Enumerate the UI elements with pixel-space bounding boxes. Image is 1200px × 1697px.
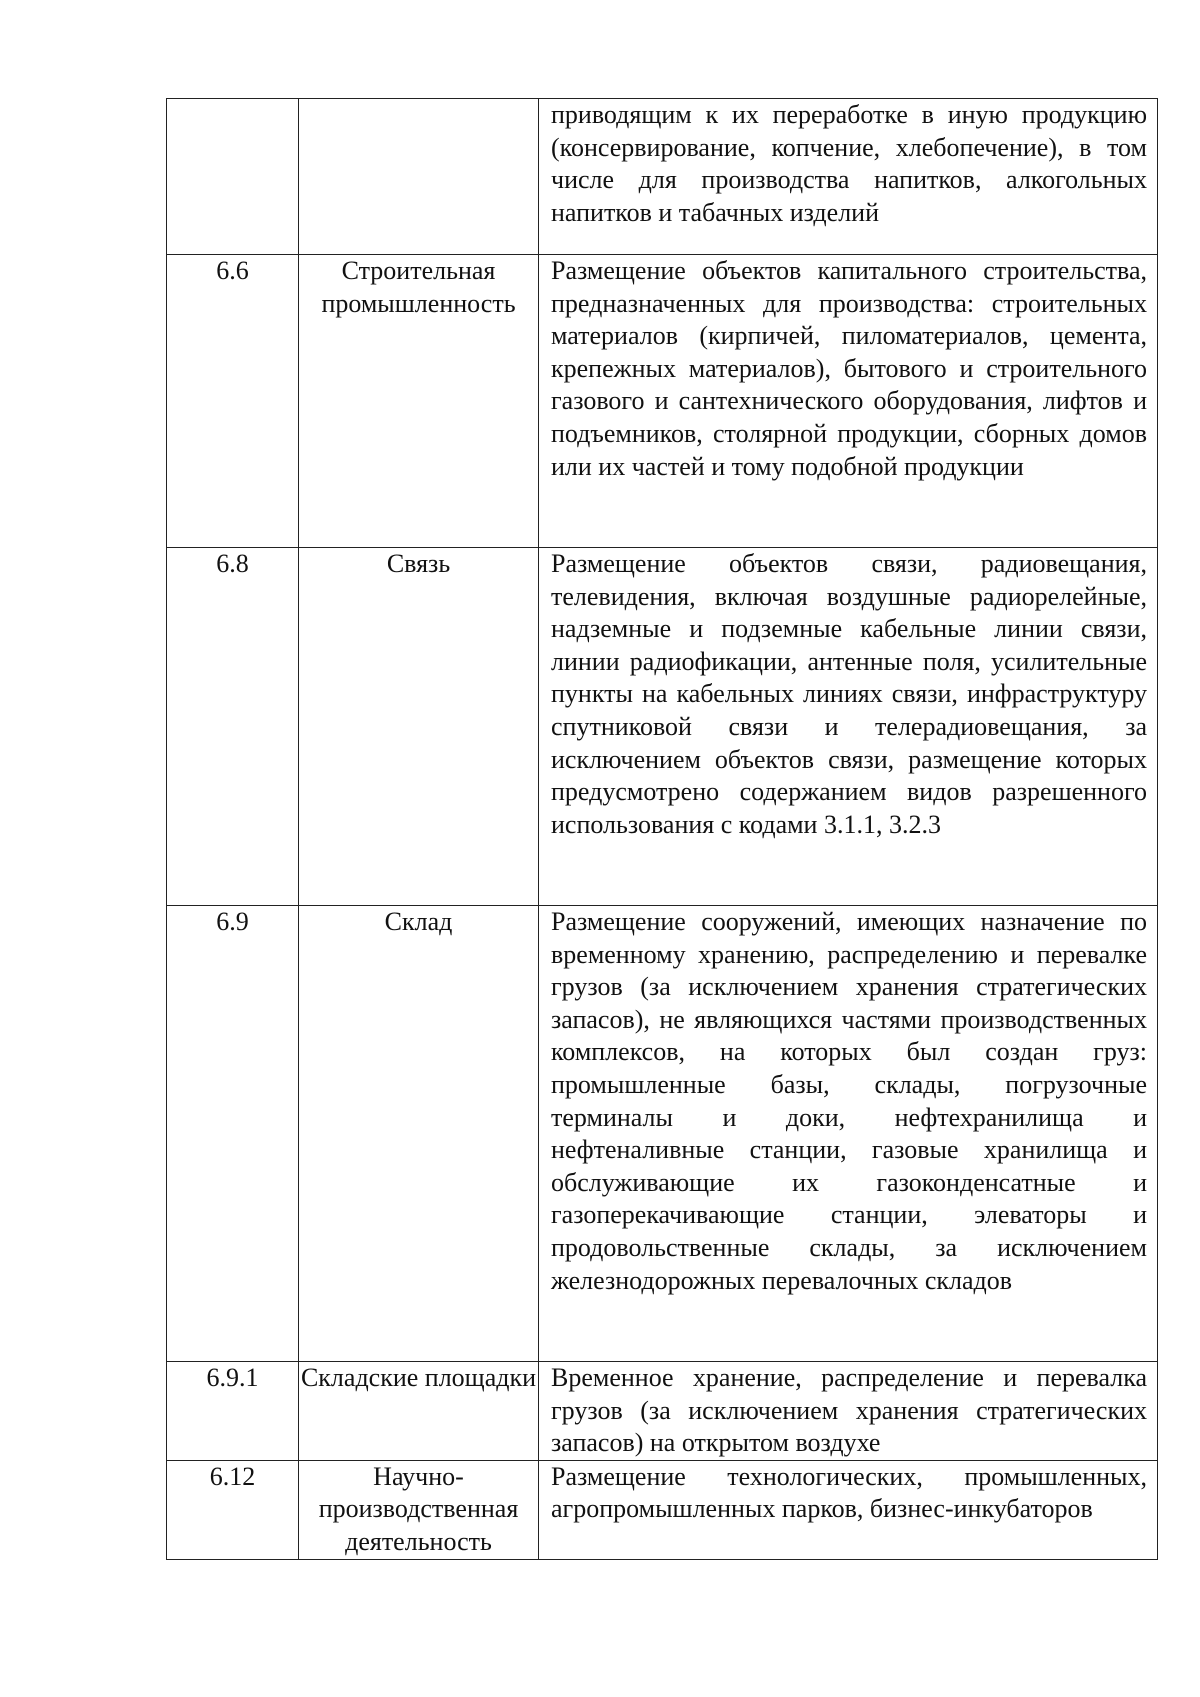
code-cell: 6.9.1 [167,1362,299,1461]
code-cell: 6.9 [167,906,299,1362]
code-cell: 6.8 [167,548,299,906]
table-row [167,548,1158,906]
description-text: приводящим к их переработке в иную продукцию (консервирование, копчение, хлебопечение), в том числе для производства напитков, алкогольных напитков и табачных изделий [551,100,1147,227]
description-text: Размещение объектов связи, радиовещания, телевидения, включая воздушные радиорелейные, надземные и подземные кабельные линии связи, линии радиофикации, антенные поля, усилительные пункты на кабельных линиях связи, инфраструктуру спутниковой связи и телерадиовещания, за исключением объектов связи, размещение которых предусмотрено содержанием видов разрешенного использования с кодами 3.1.1, 3.2.3 [551,549,1147,839]
name-cell [299,99,539,255]
table-row [167,255,1158,548]
code-cell: 6.12 [167,1460,299,1559]
table-row [167,1362,1158,1461]
table-row [167,1460,1158,1559]
description-cell [539,1362,1158,1461]
description-cell [539,1460,1158,1559]
name-cell: Научно-производственная деятельность [299,1460,539,1559]
table-row [167,99,1158,255]
description-text: Размещение технологических, промышленных, агропромышленных парков, бизнес-инкубаторов [551,1461,1147,1524]
code-cell [167,99,299,255]
table-row [167,906,1158,1362]
code-cell: 6.6 [167,255,299,548]
description-cell [539,906,1158,1362]
description-cell [539,99,1158,255]
description-text: Размещение сооружений, имеющих назначение по временному хранению, распределению и перевалке грузов (за исключением хранения стратегических запасов), не являющихся частями производственных комплексов, на которых был создан груз: промышленные базы, склады, погрузочные терминалы и доки, нефтехранилища и нефтеналивные станции, газовые хранилища и обслуживающие их газоконденсатные и газоперекачивающие станции, элеваторы и продовольственные склады, за исключением железнодорожных перевалочных складов [551,907,1147,1295]
land-use-table [166,98,1158,1560]
name-cell: Строительная промышленность [299,255,539,548]
name-cell: Складские площадки [299,1362,539,1461]
description-text: Размещение объектов капитального строительства, предназначенных для производства: строительных материалов (кирпичей, пиломатериалов, цемента, крепежных материалов), бытового и строительного газового и сантехнического оборудования, лифтов и подъемников, столярной продукции, сборных домов или их частей и тому подобной продукции [551,256,1147,481]
description-cell [539,548,1158,906]
name-cell: Связь [299,548,539,906]
description-text: Временное хранение, распределение и перевалка грузов (за исключением хранения стратегических запасов) на открытом воздухе [551,1363,1147,1458]
description-cell [539,255,1158,548]
name-cell: Склад [299,906,539,1362]
